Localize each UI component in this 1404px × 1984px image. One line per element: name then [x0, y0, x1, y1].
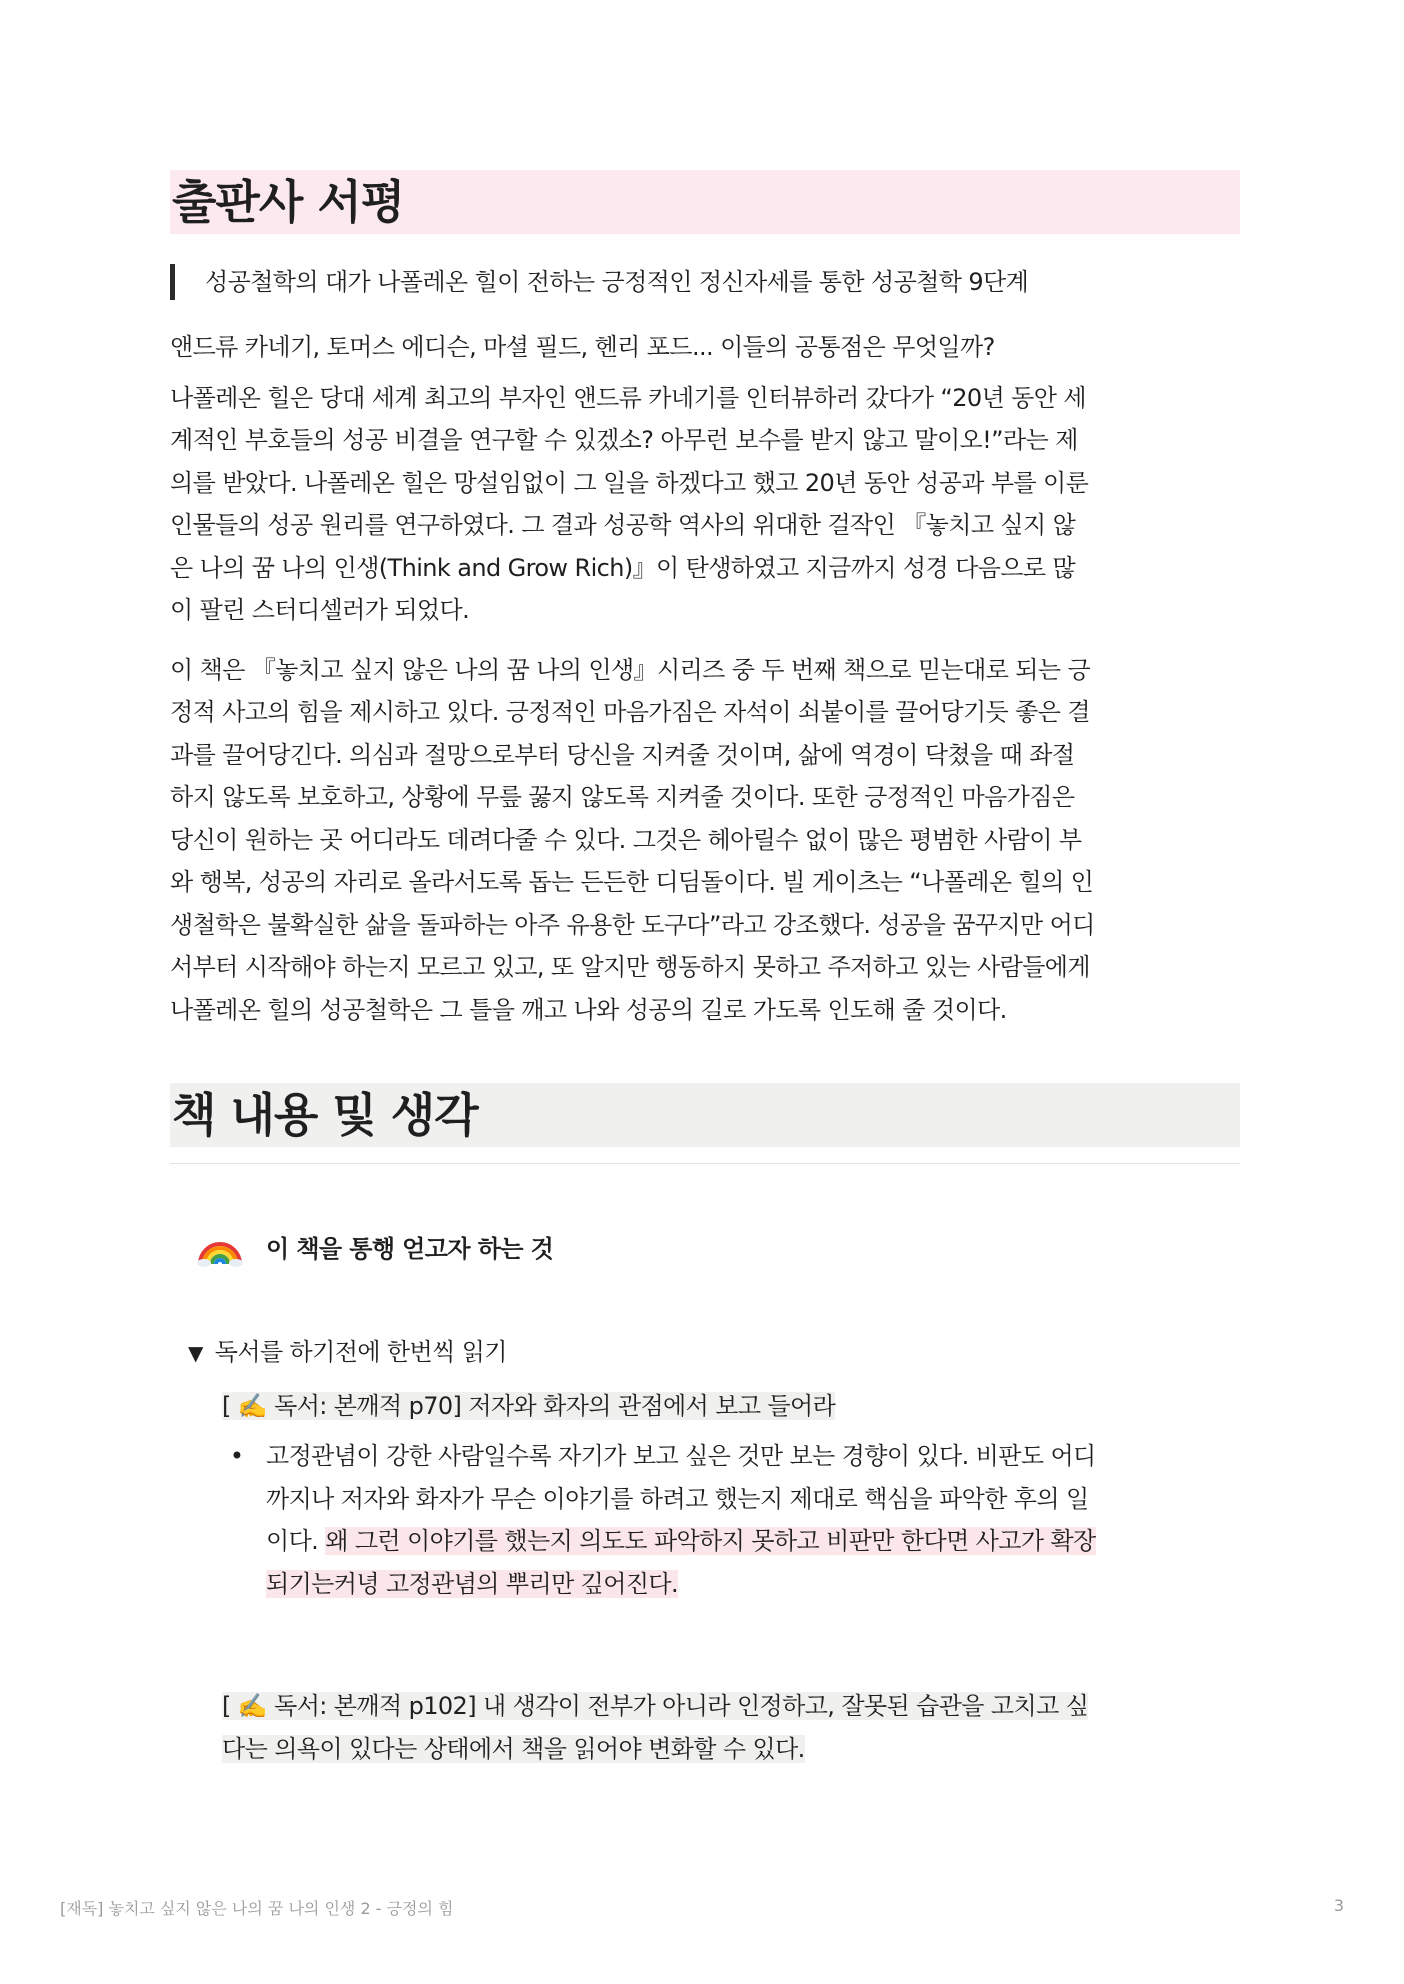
callout — [170, 1224, 1240, 1268]
paragraph-2: 나폴레온 힐은 당대 세계 최고의 부자인 앤드류 카네기를 인터뷰하러 갔다가 “20년 동안 세 계적인 부호들의 성공 비결을 연구할 수 있겠소? 아무런 보수를 받지 않고 말이오!”라는 제 의를 받았다. 나폴레온 힐은 망설임없이 그 일을 하겠다고 했고 20년 동안 성공과 부를 이룬 인물들의 성공 원리를 연구하였다. 그 결과 성공학 역사의 위대한 걸작인 『놓치고 싶지 않 은 나의 꿈 나의 인생(Think and Grow Rich)』이 탄생하였고 지금까지 성경 다음으로 많 이 팔린 스터디셀러가 되었다. — [170, 383, 1089, 624]
toggle-content — [170, 1385, 1240, 1770]
rainbow-icon — [196, 1224, 244, 1268]
highlighted-text: 왜 그런 이야기를 했는지 의도도 파악하지 못하고 비판만 한다면 사고가 확장 — [325, 1527, 1096, 1555]
paragraph-3: 이 책은 『놓치고 싶지 않은 나의 꿈 나의 인생』시리즈 중 두 번째 책으로 믿는대로 되는 긍 정적 사고의 힘을 제시하고 있다. 긍정적인 마음가짐은 자석이 쇠붙이를 끌어당기듯 좋은 결 과를 끌어당긴다. 의심과 절망으로부터 당신을 지켜줄 것이며, 삶에 역경이 닥쳤을 때 좌절 하지 않도록 보호하고, 상황에 무릎 꿇지 않도록 지켜줄 것이다. 또한 긍정적인 마음가짐은 당신이 원하는 곳 어디라도 데려다줄 수 있다. 그것은 헤아릴수 없이 많은 평범한 사람이 부 와 행복, 성공의 자리로 올라서도록 돕는 든든한 디딤돌이다. 빌 게이츠는 “나폴레온 힐의 인 생철학은 불확실한 삶을 돌파하는 아주 유용한 도구다”라고 강조했다. 성공을 꿈꾸지만 어디 서부터 시작해야 하는지 모르고 있고, 또 알지만 행동하지 못하고 주저하고 있는 사람들에게 나폴레온 힐의 성공철학은 그 틀을 깨고 나와 성공의 길로 가도록 인도해 줄 것이다. — [170, 655, 1095, 1024]
footer-title: [재독] 놓치고 싶지 않은 나의 꿈 나의 인생 2 - 긍정의 힘 — [60, 1899, 454, 1918]
toggle-label: 독서를 하기전에 한번씩 읽기 — [214, 1338, 507, 1366]
callout-title: 이 책을 통행 얻고자 하는 것 — [266, 1234, 554, 1263]
section-title-publisher-review: 출판사 서평 — [170, 170, 1240, 234]
page-number: 3 — [1333, 1896, 1344, 1915]
page-content — [170, 170, 1240, 1770]
bullet-icon: • — [229, 1442, 245, 1470]
toggle-triangle-icon[interactable]: ▼ — [188, 1341, 203, 1365]
paragraph-1: 앤드류 카네기, 토머스 에디슨, 마셜 필드, 헨리 포드... 이들의 공통점은 무엇일까? — [170, 333, 995, 361]
divider — [170, 1163, 1240, 1164]
toggle-block[interactable] — [170, 1334, 1240, 1371]
reading-reference-p70: [ ✍️ 독서: 본깨적 p70] 저자와 화자의 관점에서 보고 들어라 — [222, 1392, 836, 1420]
section-title-book-content: 책 내용 및 생각 — [170, 1083, 1240, 1147]
blockquote: 성공철학의 대가 나폴레온 힐이 전하는 긍정적인 정신자세를 통한 성공철학 9단계 — [170, 264, 1240, 300]
reading-reference-p102: [ ✍️ 독서: 본깨적 p102] 내 생각이 전부가 아니라 인정하고, 잘못된 습관을 고치고 싶 다는 의욕이 있다는 상태에서 책을 읽어야 변화할 수 있다. — [222, 1692, 1089, 1763]
highlighted-text: 되기는커녕 고정관념의 뿌리만 깊어진다. — [266, 1569, 679, 1598]
list-item — [222, 1435, 1240, 1605]
list-item-text: 고정관념이 강한 사람일수록 자기가 보고 싶은 것만 보는 경향이 있다. 비판도 어디 까지나 저자와 화자가 무슨 이야기를 하려고 했는지 제대로 핵심을 파악한 후의 일 이다. 왜 그런 이야기를 했는지 의도도 파악하지 못하고 비판만 한다면 사고가 확장 되기는커녕 고정관념의 뿌리만 깊어진다. — [266, 1442, 1096, 1598]
